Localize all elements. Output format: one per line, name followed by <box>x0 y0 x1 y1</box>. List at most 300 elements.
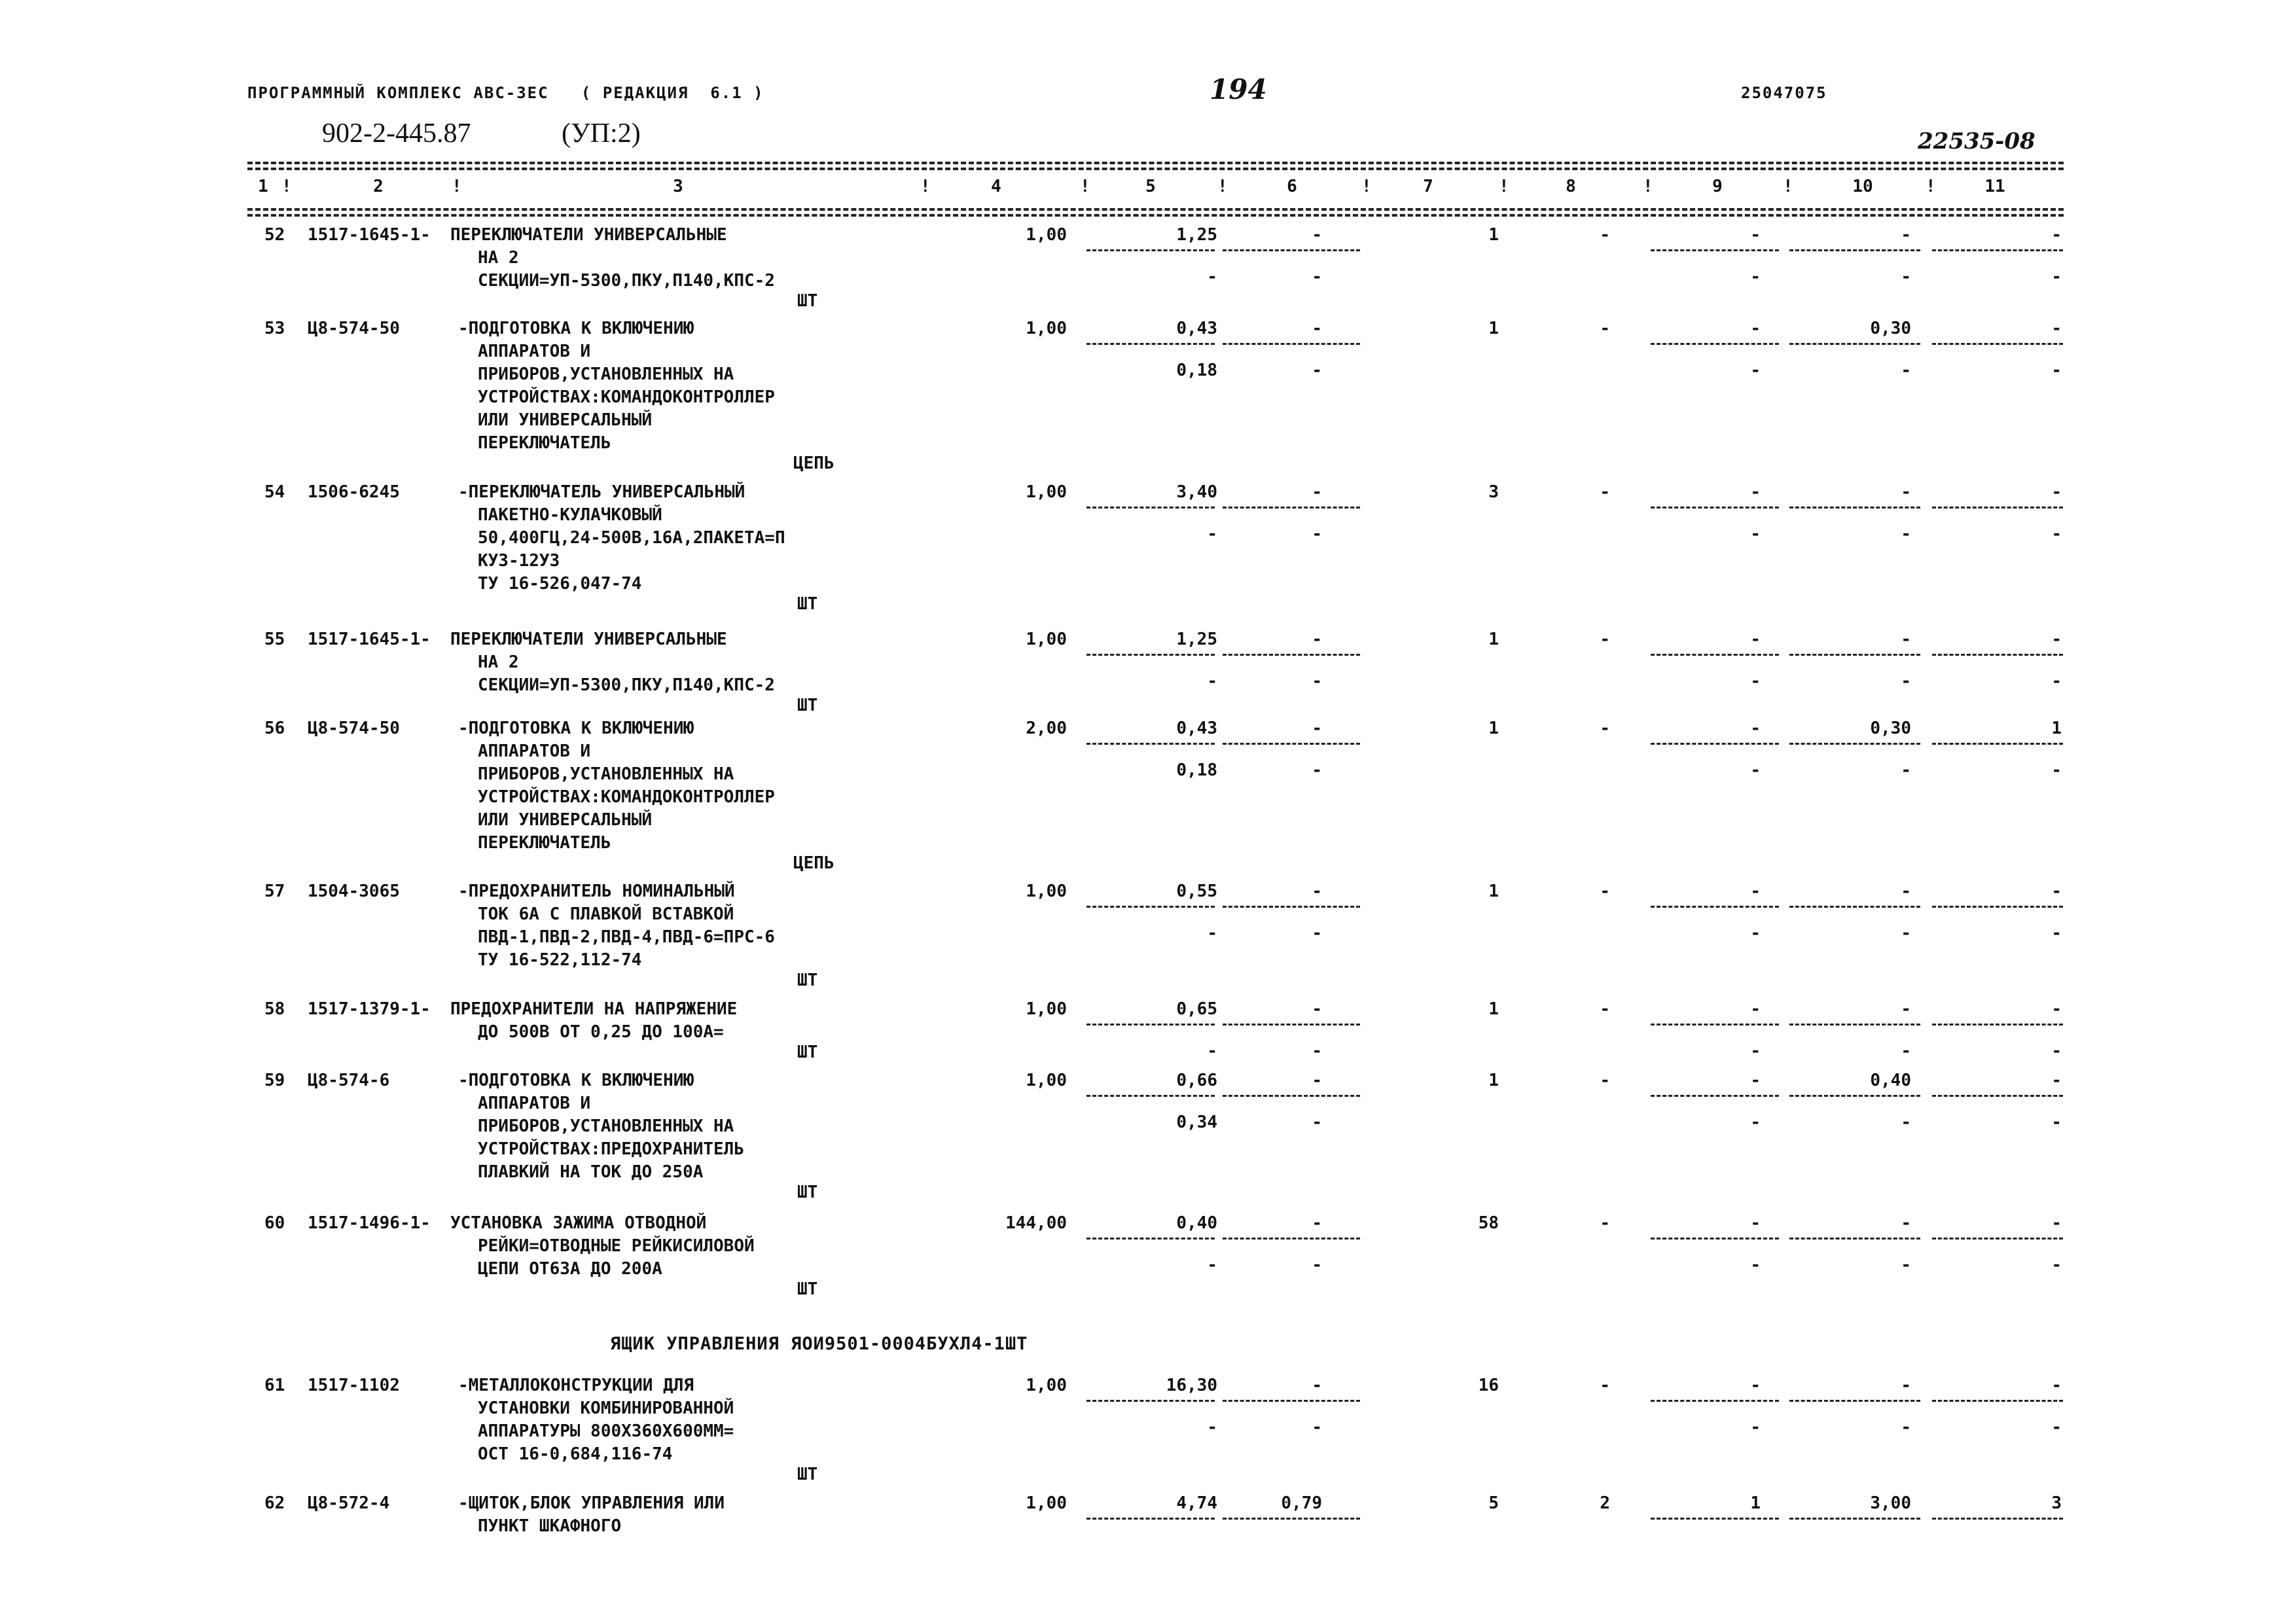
item-code: Ц8-574-50 <box>308 319 400 338</box>
col5-bottom: - <box>1207 1255 1217 1275</box>
col9-bottom: - <box>1750 1113 1761 1132</box>
col6-bottom: - <box>1312 1255 1322 1275</box>
col7-value: 1 <box>1488 882 1499 901</box>
col10-top: 0,30 <box>1870 719 1911 738</box>
col10-top: - <box>1901 1376 1911 1395</box>
col11-bottom: - <box>2051 361 2062 380</box>
col10-top: 3,00 <box>1870 1493 1911 1513</box>
cell-divider <box>1223 1095 1360 1097</box>
col7-value: 1 <box>1488 1071 1499 1090</box>
unit-label: ЦЕПЬ <box>793 853 834 873</box>
quantity-value: 144,00 <box>1005 1213 1067 1233</box>
row-number: 56 <box>264 719 285 738</box>
item-code: 1504-3065 <box>308 882 400 901</box>
col11-top: 3 <box>2051 1493 2062 1513</box>
item-code: 1517-1645-1- <box>308 225 431 245</box>
cell-divider <box>1651 654 1779 656</box>
description-line: АППАРАТОВ И <box>478 1094 591 1113</box>
description-line: -ЩИТОК,БЛОК УПРАВЛЕНИЯ ИЛИ <box>458 1493 725 1513</box>
cell-divider <box>1932 1095 2063 1097</box>
col7-value: 16 <box>1478 1376 1499 1395</box>
col11-top: - <box>2051 630 2062 649</box>
col8-value: - <box>1600 319 1610 338</box>
program-title: ПРОГРАММНЫЙ КОМПЛЕКС АВС-3ЕС ( РЕДАКЦИЯ 6.1 ) <box>247 84 764 102</box>
description-line: -ПОДГОТОВКА К ВКЛЮЧЕНИЮ <box>458 1071 694 1090</box>
column-separator: ! <box>281 177 292 196</box>
col5-top: 3,40 <box>1176 482 1217 502</box>
col9-bottom: - <box>1750 361 1761 380</box>
description-line: ПУНКТ ШКАФНОГО <box>478 1516 622 1536</box>
cell-divider <box>1932 654 2063 656</box>
description-line: -ПОДГОТОВКА К ВКЛЮЧЕНИЮ <box>458 319 694 338</box>
project-code: 902-2-445.87 <box>322 118 471 149</box>
col11-top: - <box>2051 319 2062 338</box>
item-code: 1517-1496-1- <box>308 1213 431 1233</box>
column-separator: ! <box>452 177 462 196</box>
cell-divider <box>1223 1238 1360 1240</box>
col5-bottom: - <box>1207 1041 1217 1061</box>
col10-bottom: - <box>1901 361 1911 380</box>
description-line: ПЕРЕКЛЮЧАТЕЛЬ <box>478 833 611 853</box>
cell-divider <box>1651 906 1779 908</box>
description-line: СЕКЦИИ=УП-5300,ПКУ,П140,КПС-2 <box>478 271 775 291</box>
cell-divider <box>1223 343 1360 345</box>
col8-value: - <box>1600 630 1610 649</box>
col9-bottom: - <box>1750 1255 1761 1275</box>
row-number: 55 <box>264 630 285 649</box>
col9-top: - <box>1750 319 1761 338</box>
cell-divider <box>1651 343 1779 345</box>
row-number: 53 <box>264 319 285 338</box>
col9-bottom: - <box>1750 1418 1761 1437</box>
cell-divider <box>1651 1400 1779 1402</box>
cell-divider <box>1223 906 1360 908</box>
col11-bottom: - <box>2051 923 2062 943</box>
item-code: 1506-6245 <box>308 482 400 502</box>
row-number: 54 <box>264 482 285 502</box>
col6-top: - <box>1312 719 1322 738</box>
col8-value: - <box>1600 225 1610 245</box>
col10-bottom: - <box>1901 1041 1911 1061</box>
description-line: УСТРОЙСТВАХ:КОМАНДОКОНТРОЛЛЕР <box>478 787 775 807</box>
col11-bottom: - <box>2051 524 2062 544</box>
cell-divider <box>1086 906 1215 908</box>
column-separator: ! <box>1361 177 1372 196</box>
column-number: 7 <box>1423 177 1433 196</box>
description-line: АППАРАТОВ И <box>478 342 591 361</box>
col5-top: 0,40 <box>1176 1213 1217 1233</box>
col9-top: - <box>1750 225 1761 245</box>
column-number: 10 <box>1852 177 1873 196</box>
column-separator: ! <box>920 177 931 196</box>
document-number: 25047075 <box>1741 84 1827 102</box>
header-rule-bottom <box>247 208 2064 211</box>
description-line: -ПОДГОТОВКА К ВКЛЮЧЕНИЮ <box>458 719 694 738</box>
description-line: ЦЕПИ ОТ63А ДО 200А <box>478 1259 662 1279</box>
col5-bottom: 0,34 <box>1176 1113 1217 1132</box>
column-number: 1 <box>258 177 268 196</box>
cell-divider <box>1651 507 1779 508</box>
col8-value: - <box>1600 1213 1610 1233</box>
description-line: 50,400ГЦ,24-500В,16А,2ПАКЕТА=П <box>478 528 785 548</box>
cell-divider <box>1932 1024 2063 1026</box>
unit-label: ШТ <box>797 1465 818 1484</box>
cell-divider <box>1651 1024 1779 1026</box>
col8-value: - <box>1600 1071 1610 1090</box>
description-line: ПЕРЕКЛЮЧАТЕЛЬ <box>478 433 611 453</box>
album-code: (УП:2) <box>562 118 641 149</box>
col11-top: - <box>2051 999 2062 1019</box>
cell-divider <box>1932 906 2063 908</box>
column-separator: ! <box>1080 177 1090 196</box>
description-line: ПАКЕТНО-КУЛАЧКОВЫЙ <box>478 505 662 525</box>
col9-bottom: - <box>1750 1041 1761 1061</box>
cell-divider <box>1223 1518 1360 1520</box>
cell-divider <box>1651 1518 1779 1520</box>
column-number: 8 <box>1566 177 1576 196</box>
column-separator: ! <box>1643 177 1653 196</box>
col6-bottom: - <box>1312 361 1322 380</box>
col7-value: 3 <box>1488 482 1499 502</box>
cell-divider <box>1086 343 1215 345</box>
cell-divider <box>1932 1238 2063 1240</box>
cell-divider <box>1789 1024 1920 1026</box>
item-code: 1517-1102 <box>308 1376 400 1395</box>
col9-bottom: - <box>1750 671 1761 691</box>
col11-bottom: - <box>2051 760 2062 780</box>
row-number: 62 <box>264 1493 285 1513</box>
column-separator: ! <box>1499 177 1509 196</box>
description-line: -ПРЕДОХРАНИТЕЛЬ НОМИНАЛЬНЫЙ <box>458 882 735 901</box>
description-line: РЕЙКИ=ОТВОДНЫЕ РЕЙКИСИЛОВОЙ <box>478 1236 755 1256</box>
column-number: 2 <box>373 177 384 196</box>
cell-divider <box>1223 249 1360 251</box>
row-number: 59 <box>264 1071 285 1090</box>
col11-bottom: - <box>2051 267 2062 287</box>
item-code: 1517-1645-1- <box>308 630 431 649</box>
cell-divider <box>1789 249 1920 251</box>
unit-label: ШТ <box>797 1043 818 1062</box>
col11-top: - <box>2051 1376 2062 1395</box>
col8-value: - <box>1600 482 1610 502</box>
col9-top: - <box>1750 999 1761 1019</box>
cell-divider <box>1789 1518 1920 1520</box>
col5-bottom: - <box>1207 671 1217 691</box>
cell-divider <box>1789 906 1920 908</box>
unit-label: ШТ <box>797 1279 818 1299</box>
item-code: 1517-1379-1- <box>308 999 431 1019</box>
col9-top: - <box>1750 630 1761 649</box>
cell-divider <box>1223 743 1360 745</box>
description-line: ПЕРЕКЛЮЧАТЕЛИ УНИВЕРСАЛЬНЫЕ <box>450 630 727 649</box>
description-line: АППАРАТОВ И <box>478 741 591 761</box>
col9-top: 1 <box>1750 1493 1761 1513</box>
col6-top: 0,79 <box>1281 1493 1322 1513</box>
col6-bottom: - <box>1312 524 1322 544</box>
description-line: УСТАНОВКИ КОМБИНИРОВАННОЙ <box>478 1399 734 1418</box>
item-code: Ц8-572-4 <box>308 1493 390 1513</box>
col7-value: 1 <box>1488 630 1499 649</box>
cell-divider <box>1932 507 2063 508</box>
col11-bottom: - <box>2051 1113 2062 1132</box>
cell-divider <box>1651 1095 1779 1097</box>
quantity-value: 1,00 <box>1026 1493 1067 1513</box>
row-number: 60 <box>264 1213 285 1233</box>
col11-bottom: - <box>2051 1041 2062 1061</box>
description-line: -МЕТАЛЛОКОНСТРУКЦИИ ДЛЯ <box>458 1376 694 1395</box>
col11-bottom: - <box>2051 1418 2062 1437</box>
description-line: УСТАНОВКА ЗАЖИМА ОТВОДНОЙ <box>450 1213 707 1233</box>
col6-bottom: - <box>1312 267 1322 287</box>
description-line: ИЛИ УНИВЕРСАЛЬНЫЙ <box>478 410 653 430</box>
row-number: 57 <box>264 882 285 901</box>
cell-divider <box>1932 249 2063 251</box>
quantity-value: 1,00 <box>1026 1071 1067 1090</box>
section-title: ЯЩИК УПРАВЛЕНИЯ ЯОИ9501-0004БУХЛ4-1ШТ <box>610 1334 1028 1354</box>
description-line: ОСТ 16-0,684,116-74 <box>478 1444 673 1464</box>
unit-label: ШТ <box>797 594 818 614</box>
cell-divider <box>1223 654 1360 656</box>
col8-value: - <box>1600 999 1610 1019</box>
cell-divider <box>1086 507 1215 508</box>
col6-top: - <box>1312 225 1322 245</box>
unit-label: ШТ <box>797 291 818 311</box>
col9-bottom: - <box>1750 524 1761 544</box>
unit-label: ШТ <box>797 696 818 715</box>
cell-divider <box>1932 343 2063 345</box>
column-number: 11 <box>1984 177 2005 196</box>
col5-bottom: - <box>1207 923 1217 943</box>
col10-top: - <box>1901 225 1911 245</box>
cell-divider <box>1086 743 1215 745</box>
col7-value: 5 <box>1488 1493 1499 1513</box>
col11-bottom: - <box>2051 1255 2062 1275</box>
col6-top: - <box>1312 1376 1322 1395</box>
description-line: УСТРОЙСТВАХ:ПРЕДОХРАНИТЕЛЬ <box>478 1139 744 1159</box>
description-line: ТУ 16-526,047-74 <box>478 574 642 594</box>
col10-top: 0,30 <box>1870 319 1911 338</box>
cell-divider <box>1223 1024 1360 1026</box>
col5-bottom: - <box>1207 1418 1217 1437</box>
col7-value: 1 <box>1488 319 1499 338</box>
col6-bottom: - <box>1312 923 1322 943</box>
column-separator: ! <box>1217 177 1228 196</box>
cell-divider <box>1651 1238 1779 1240</box>
cell-divider <box>1651 743 1779 745</box>
col9-bottom: - <box>1750 923 1761 943</box>
description-line: СЕКЦИИ=УП-5300,ПКУ,П140,КПС-2 <box>478 675 775 695</box>
row-number: 58 <box>264 999 285 1019</box>
col6-top: - <box>1312 1213 1322 1233</box>
col9-top: - <box>1750 1071 1761 1090</box>
description-line: ПЛАВКИЙ НА ТОК ДО 250А <box>478 1162 704 1182</box>
description-line: УСТРОЙСТВАХ:КОМАНДОКОНТРОЛЛЕР <box>478 387 775 407</box>
cell-divider <box>1086 1400 1215 1402</box>
quantity-value: 1,00 <box>1026 482 1067 502</box>
row-number: 52 <box>264 225 285 245</box>
column-number: 9 <box>1712 177 1723 196</box>
col9-bottom: - <box>1750 760 1761 780</box>
unit-label: ШТ <box>797 1183 818 1202</box>
col10-top: 0,40 <box>1870 1071 1911 1090</box>
cell-divider <box>1789 654 1920 656</box>
col7-value: 1 <box>1488 225 1499 245</box>
col10-bottom: - <box>1901 524 1911 544</box>
col5-bottom: 0,18 <box>1176 361 1217 380</box>
col10-top: - <box>1901 1213 1911 1233</box>
col5-top: 0,43 <box>1176 719 1217 738</box>
cell-divider <box>1789 1238 1920 1240</box>
col5-top: 1,25 <box>1176 630 1217 649</box>
unit-label: ШТ <box>797 971 818 990</box>
header-rule-top <box>247 162 2064 164</box>
col10-top: - <box>1901 882 1911 901</box>
col9-top: - <box>1750 482 1761 502</box>
cell-divider <box>1932 1518 2063 1520</box>
col9-top: - <box>1750 1376 1761 1395</box>
description-line: ПРИБОРОВ,УСТАНОВЛЕННЫХ НА <box>478 1116 734 1136</box>
cell-divider <box>1086 654 1215 656</box>
col8-value: - <box>1600 1376 1610 1395</box>
cell-divider <box>1789 743 1920 745</box>
col7-value: 1 <box>1488 719 1499 738</box>
cell-divider <box>1789 507 1920 508</box>
description-line: ТУ 16-522,112-74 <box>478 950 642 970</box>
description-line: ПРИБОРОВ,УСТАНОВЛЕННЫХ НА <box>478 365 734 384</box>
stamp-number: 22535-08 <box>1918 128 2036 154</box>
col10-top: - <box>1901 999 1911 1019</box>
col10-top: - <box>1901 630 1911 649</box>
col11-top: 1 <box>2051 719 2062 738</box>
description-line: НА 2 <box>478 652 519 672</box>
unit-label: ЦЕПЬ <box>793 454 834 473</box>
cell-divider <box>1223 507 1360 508</box>
col11-top: - <box>2051 882 2062 901</box>
col6-bottom: - <box>1312 1113 1322 1132</box>
col10-bottom: - <box>1901 923 1911 943</box>
header-rule-top-2 <box>247 168 2064 170</box>
col5-top: 1,25 <box>1176 225 1217 245</box>
column-separator: ! <box>1926 177 1936 196</box>
description-line: ПВД-1,ПВД-2,ПВД-4,ПВД-6=ПРС-6 <box>478 927 775 947</box>
description-line: ДО 500В ОТ 0,25 ДО 100А= <box>478 1022 724 1042</box>
col8-value: - <box>1600 882 1610 901</box>
description-line: КУ3-12У3 <box>478 551 560 571</box>
col6-top: - <box>1312 1071 1322 1090</box>
cell-divider <box>1789 1095 1920 1097</box>
col10-bottom: - <box>1901 1255 1911 1275</box>
col11-bottom: - <box>2051 671 2062 691</box>
col5-top: 16,30 <box>1166 1376 1217 1395</box>
row-number: 61 <box>264 1376 285 1395</box>
col9-top: - <box>1750 719 1761 738</box>
col10-bottom: - <box>1901 267 1911 287</box>
quantity-value: 1,00 <box>1026 319 1067 338</box>
quantity-value: 1,00 <box>1026 630 1067 649</box>
cell-divider <box>1086 1238 1215 1240</box>
quantity-value: 1,00 <box>1026 882 1067 901</box>
cell-divider <box>1651 249 1779 251</box>
col5-top: 0,65 <box>1176 999 1217 1019</box>
col9-top: - <box>1750 882 1761 901</box>
col6-top: - <box>1312 882 1322 901</box>
col6-bottom: - <box>1312 1418 1322 1437</box>
item-code: Ц8-574-6 <box>308 1071 390 1090</box>
header-rule-bottom-2 <box>247 214 2064 217</box>
col6-bottom: - <box>1312 1041 1322 1061</box>
col5-top: 0,43 <box>1176 319 1217 338</box>
col11-top: - <box>2051 1213 2062 1233</box>
col6-top: - <box>1312 999 1322 1019</box>
description-line: ПРЕДОХРАНИТЕЛИ НА НАПРЯЖЕНИЕ <box>450 999 738 1019</box>
col10-bottom: - <box>1901 1418 1911 1437</box>
cell-divider <box>1932 1400 2063 1402</box>
column-number: 4 <box>991 177 1001 196</box>
col5-bottom: - <box>1207 267 1217 287</box>
col11-top: - <box>2051 225 2062 245</box>
col7-value: 1 <box>1488 999 1499 1019</box>
col5-top: 4,74 <box>1176 1493 1217 1513</box>
col6-bottom: - <box>1312 760 1322 780</box>
cell-divider <box>1223 1400 1360 1402</box>
description-line: -ПЕРЕКЛЮЧАТЕЛЬ УНИВЕРСАЛЬНЫЙ <box>458 482 745 502</box>
col8-value: 2 <box>1600 1493 1610 1513</box>
description-line: ПЕРЕКЛЮЧАТЕЛИ УНИВЕРСАЛЬНЫЕ <box>450 225 727 245</box>
col5-top: 0,55 <box>1176 882 1217 901</box>
description-line: НА 2 <box>478 248 519 268</box>
col6-bottom: - <box>1312 671 1322 691</box>
column-number: 5 <box>1145 177 1156 196</box>
col5-top: 0,66 <box>1176 1071 1217 1090</box>
cell-divider <box>1086 1095 1215 1097</box>
col9-top: - <box>1750 1213 1761 1233</box>
quantity-value: 1,00 <box>1026 225 1067 245</box>
cell-divider <box>1086 1024 1215 1026</box>
col10-bottom: - <box>1901 1113 1911 1132</box>
col5-bottom: 0,18 <box>1176 760 1217 780</box>
col6-top: - <box>1312 482 1322 502</box>
cell-divider <box>1932 743 2063 745</box>
col6-top: - <box>1312 630 1322 649</box>
column-number: 3 <box>673 177 683 196</box>
item-code: Ц8-574-50 <box>308 719 400 738</box>
cell-divider <box>1789 343 1920 345</box>
col7-value: 58 <box>1478 1213 1499 1233</box>
page-number: 194 <box>1210 73 1267 105</box>
col11-top: - <box>2051 1071 2062 1090</box>
col10-bottom: - <box>1901 671 1911 691</box>
col9-bottom: - <box>1750 267 1761 287</box>
cell-divider <box>1086 249 1215 251</box>
col8-value: - <box>1600 719 1610 738</box>
quantity-value: 1,00 <box>1026 999 1067 1019</box>
column-separator: ! <box>1783 177 1793 196</box>
cell-divider <box>1086 1518 1215 1520</box>
description-line: ТОК 6А С ПЛАВКОЙ ВСТАВКОЙ <box>478 904 734 924</box>
description-line: АППАРАТУРЫ 800Х360Х600ММ= <box>478 1421 734 1441</box>
quantity-value: 2,00 <box>1026 719 1067 738</box>
description-line: ИЛИ УНИВЕРСАЛЬНЫЙ <box>478 810 653 830</box>
cell-divider <box>1789 1400 1920 1402</box>
col11-top: - <box>2051 482 2062 502</box>
col10-bottom: - <box>1901 760 1911 780</box>
quantity-value: 1,00 <box>1026 1376 1067 1395</box>
col10-top: - <box>1901 482 1911 502</box>
col5-bottom: - <box>1207 524 1217 544</box>
col6-top: - <box>1312 319 1322 338</box>
column-number: 6 <box>1287 177 1297 196</box>
description-line: ПРИБОРОВ,УСТАНОВЛЕННЫХ НА <box>478 764 734 784</box>
